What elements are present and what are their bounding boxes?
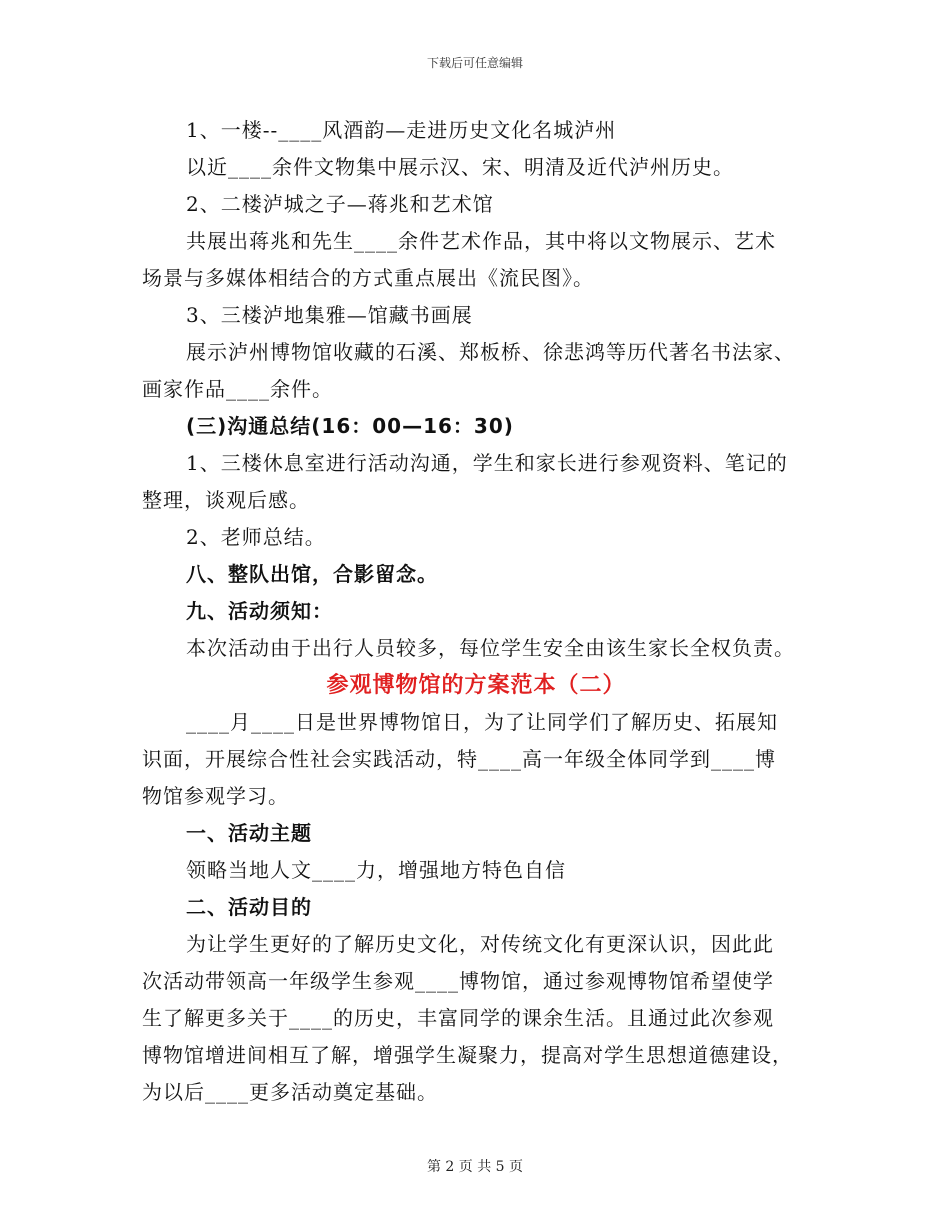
paragraph-line: 生了解更多关于____的历史，丰富同学的课余生活。且通过此次参观 (142, 1006, 774, 1030)
section-heading: 一、活动主题 (186, 821, 312, 845)
paragraph-line: 1、一楼--____风酒韵—走进历史文化名城泸州 (186, 118, 617, 142)
paragraph-line: 以近____余件文物集中展示汉、宋、明清及近代泸州历史。 (186, 155, 734, 179)
section-heading: (三)沟通总结(16：00—16：30) (186, 414, 514, 438)
paragraph-line: 画家作品____余件。 (142, 377, 333, 401)
paragraph-line: 2、二楼泸城之子—蒋兆和艺术馆 (186, 192, 494, 216)
paragraph-line: 为以后____更多活动奠定基础。 (142, 1080, 438, 1104)
paragraph-line: 识面，开展综合性社会实践活动，特____高一年级全体同学到____博 (142, 747, 776, 771)
paragraph-line: 1、三楼休息室进行活动沟通，学生和家长进行参观资料、笔记的 (186, 451, 788, 475)
document-body (142, 112, 810, 1111)
paragraph-line: 物馆参观学习。 (142, 784, 289, 808)
paragraph-line: 次活动带领高一年级学生参观____博物馆，通过参观博物馆希望使学 (142, 969, 774, 993)
section-heading: 八、整队出馆，合影留念。 (186, 562, 438, 586)
paragraph-line: 3、三楼泸地集雅—馆藏书画展 (186, 303, 473, 327)
paragraph-line: 领略当地人文____力，增强地方特色自信 (186, 858, 566, 882)
paragraph-line: 展示泸州博物馆收藏的石溪、郑板桥、徐悲鸿等历代著名书法家、 (186, 340, 795, 364)
page-header: 下载后可任意编辑 (426, 56, 523, 70)
paragraph-line: 共展出蒋兆和先生____余件艺术作品，其中将以文物展示、艺术 (186, 229, 776, 253)
section-heading: 九、活动须知： (186, 599, 333, 623)
paragraph-line: ____月____日是世界博物馆日，为了让同学们了解历史、拓展知 (186, 710, 778, 734)
section-heading: 二、活动目的 (186, 895, 312, 919)
paragraph-line: 2、老师总结。 (186, 525, 326, 549)
paragraph-line: 本次活动由于出行人员较多，每位学生安全由该生家长全权负责。 (186, 636, 795, 660)
document-title: 参观博物馆的方案范本（二） (326, 673, 626, 698)
paragraph-line: 整理，谈观后感。 (142, 488, 310, 512)
page-footer: 第 2 页 共 5 页 (426, 1159, 524, 1175)
paragraph-line: 为让学生更好的了解历史文化，对传统文化有更深认识，因此此 (186, 932, 774, 956)
paragraph-line: 场景与多媒体相结合的方式重点展出《流民图》。 (142, 266, 594, 290)
paragraph-line: 博物馆增进间相互了解，增强学生凝聚力，提高对学生思想道德建设， (142, 1043, 793, 1067)
